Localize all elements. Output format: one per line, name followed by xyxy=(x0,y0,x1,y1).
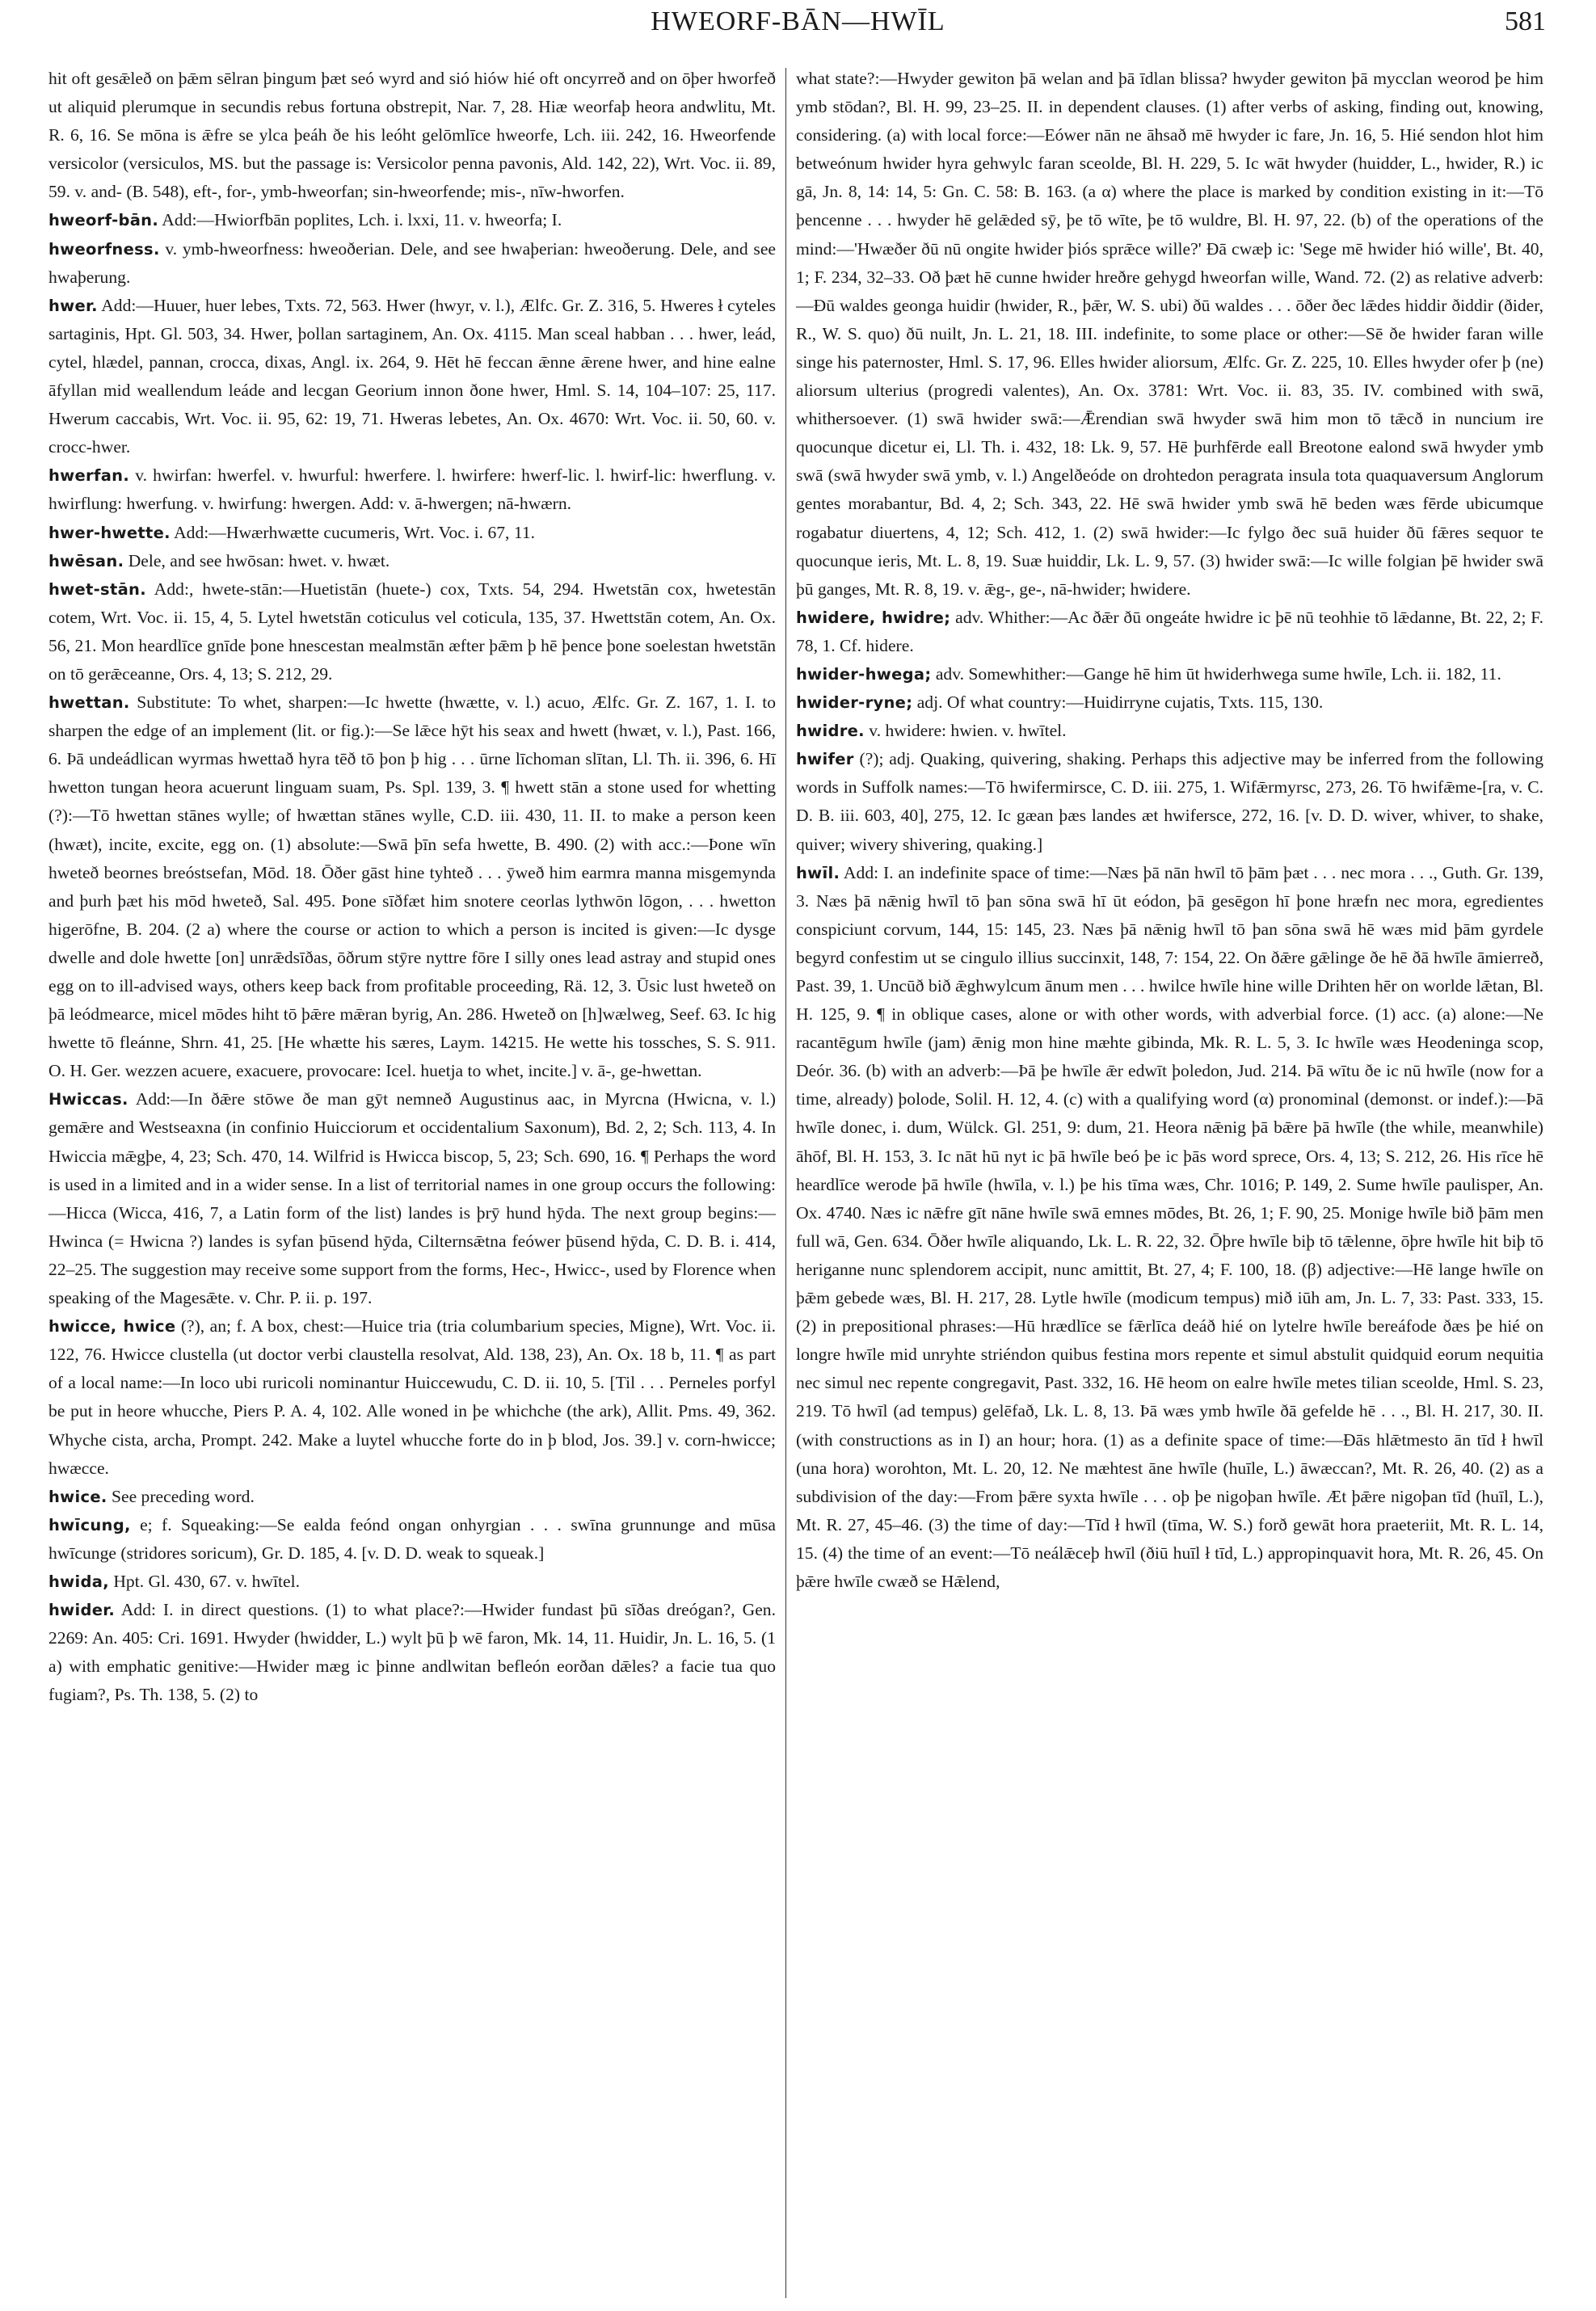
column-divider xyxy=(785,68,786,2298)
entry-headword: hwider-hwega; xyxy=(796,664,932,684)
right-column xyxy=(796,65,1543,1596)
dictionary-entry xyxy=(796,859,1543,1596)
entry-text: Dele, and see hwōsan: hwet. v. hwæt. xyxy=(128,550,390,570)
dictionary-entry xyxy=(48,1511,776,1568)
dictionary-entry xyxy=(796,717,1543,745)
dictionary-entry xyxy=(796,660,1543,688)
entry-text: v. hwidere: hwien. v. hwītel. xyxy=(869,721,1067,741)
left-column xyxy=(48,65,776,1709)
entry-text: Add:—In ðǣre stōwe ðe man gȳt nemneð Augustinus aac, in Myrcna (Hwicna, v. l.) gemǣre and Westseaxna (in confinio Huicciorum et occidentalium Saxonum), Bd. 2, 2; Sch. 113, 4. In Hwiccia mǣgþe, 4, 23; Sch. 470, 14. Wilfrid is Hwicca biscop, 5, 23; Sch. 690, 16. ¶ Perhaps the word is used in a limited and in a wider sense. In a list of territorial names in one group occurs the following:—Hicca (Wicca, 416, 7, a Latin form of the list) landes is þrȳ hund hȳda. The next group begins:—Hwinca (= Hwicna ?) landes is syfan þūsend hȳda, Cilternsǣtna feówer þūsend hȳda, C. D. B. i. 414, 22–25. The suggestion may receive some support from the forms, Hec-, Hwicc-, used by Florence when speaking of the Magesǣte. v. Chr. P. ii. p. 197. xyxy=(48,1089,776,1308)
entry-text: v. hwirfan: hwerfel. v. hwurful: hwerfere. l. hwirfere: hwerf-lic. l. hwirf-lic: hwerflung. v. hwirflung: hwerfung. v. hwirfung: hwergen. Add: v. ā-hwergen; nā-hwærn. xyxy=(48,465,776,514)
entry-text: Add:, hwete-stān:—Huetistān (huete-) cox, Txts. 54, 294. Hwetstān cox, hwetestān cotem, Wrt. Voc. ii. 15, 4, 5. Lytel hwetstān coticulus vel coticula, 135, 37. Hwettstān cotem, An. Ox. 56, 21. Mon heardlīce gnīde þone hnescestan mealmstān æfter þǣm þ hē þence þone soelestan hwetstān on tō gerǣceanne, Ors. 4, 13; S. 212, 29. xyxy=(48,579,777,684)
dictionary-entry xyxy=(48,519,776,547)
entry-text: (?), an; f. A box, chest:—Huice tria (tria columbarium species, Migne), Wrt. Voc. ii. 122, 76. Hwicce clustella (ut doctor verbi claustella resolvat, Ald. 138, 23), An. Ox. 18 b, 11. ¶ as part of a local name:—In loco ubi ruricoli nominantur Huiccewudu, C. D. ii. 10, 5. [Til . . . Perneles porfyl be put in heore whucche, Piers P. A. 4, 102. Alle woned in þe whichche (the ark), Allit. Pms. 49, 362. Whyche cista, archa, Prompt. 242. Make a luytel whucche forte do in þ blod, Jos. 39.] v. corn-hwicce; hwæcce. xyxy=(48,1316,776,1478)
entry-headword: hwerfan. xyxy=(48,466,130,486)
dictionary-entry xyxy=(48,1085,776,1312)
entry-text: Add:—Huuer, huer lebes, Txts. 72, 563. Hwer (hwyr, v. l.), Ælfc. Gr. Z. 316, 5. Hweres ł cyteles sartaginis, Hpt. Gl. 503, 34. Hwer, þollan sartaginem, An. Ox. 4115. Man sceal habban . . . hwer, leád, cytel, hlædel, pannan, crocca, dixas, Angl. ix. 264, 9. Hēt hē feccan ǣnne ǣrene hwer, and hine ealne āfyllan mid weallendum leáde and lecgan Georium innon ðone hwer, Hml. S. 14, 104–107: 25, 117. Hwerum caccabis, Wrt. Voc. ii. 95, 62: 19, 71. Hweras lebetes, An. Ox. 4670: Wrt. Voc. ii. 50, 60. v. crocc-hwer. xyxy=(48,295,776,457)
entry-text: Add:—Hwærhwætte cucumeris, Wrt. Voc. i. 67, 11. xyxy=(174,522,536,542)
running-head: HWEORF-BĀN—HWĪL xyxy=(651,6,945,36)
entry-headword: hwīcung, xyxy=(48,1515,131,1534)
page-header xyxy=(0,6,1596,47)
entry-text: v. ymb-hweorfness: hweoðerian. Dele, and see hwaþerian: hweoðerung. Dele, and see hwaþerung. xyxy=(48,238,776,287)
entry-headword: hwifer xyxy=(796,750,854,769)
entry-headword: hweorfness. xyxy=(48,239,160,259)
dictionary-entry xyxy=(48,206,776,234)
entry-headword: hwer. xyxy=(48,296,98,315)
dictionary-entry xyxy=(796,65,1543,604)
entry-headword: Hwiccas. xyxy=(48,1090,128,1109)
page-number: 581 xyxy=(1505,6,1546,36)
dictionary-entry xyxy=(796,745,1543,858)
entry-text: Add: I. in direct questions. (1) to what place?:—Hwider fundast þū sīðas dreógan?, Gen. 2269: An. 405: Cri. 1691. Hwyder (hwidder, L.) wylt þū þ wē faron, Mk. 14, 11. Huidir, Jn. L. 16, 5. (1 a) with emphatic genitive:—Hwider mæg ic þinne andlwitan befleón eorðan dǣles? a facie tua quo fugiam?, Ps. Th. 138, 5. (2) to xyxy=(48,1600,776,1705)
entry-headword: hwīl. xyxy=(796,863,840,882)
entry-text: Add:—Hwiorfbān poplites, Lch. i. lxxi, 11. v. hweorfa; I. xyxy=(162,210,562,230)
dictionary-entry xyxy=(48,235,776,292)
entry-headword: hwēsan. xyxy=(48,551,124,570)
entry-headword: hwidere, hwidre; xyxy=(796,608,951,627)
entry-headword: hwider. xyxy=(48,1601,116,1620)
entry-headword: hwida, xyxy=(48,1572,109,1591)
dictionary-entry xyxy=(48,1568,776,1596)
dictionary-entry xyxy=(796,604,1543,660)
entry-headword: hweorf-bān. xyxy=(48,211,159,230)
entry-text: (?); adj. Quaking, quivering, shaking. Perhaps this adjective may be inferred from the following words in Suffolk names:—Tō hwifermirsce, C. D. iii. 275, 1. Wifǣrmyrsc, 273, 26. Tō hwifǣme-[ra, v. C. D. B. iii. 603, 40], 275, 12. Ic gæan þæs landes æt hwifersce, 272, 16. [v. D. D. wiver, whiver, to shake, quiver; wivery shivering, quaking.] xyxy=(796,749,1543,854)
entry-text: adj. Of what country:—Huidirryne cujatis, Txts. 115, 130. xyxy=(916,692,1324,713)
entry-text: Add: I. an indefinite space of time:—Næs þā nān hwīl tō þām þæt . . . nec mora . . ., Guth. Gr. 139, 3. Næs þā nǣnig hwīl tō þan sōna swā hī ūt eódon, þā gesēgon hī þone hræfn nec mora, egredientes conspiciunt corvum, 144, 15: 145, 23. Næs þā nǣnig hwīl tō þan sōna swā hē wæs mid þām gyrdele begyrd confestim ut se cingulo illius succinxit, 148, 7: 154, 22. On ðǣre gǣlinge ðe hē ðā hwīle āmierreð, Past. 39, 1. Uncūð bið ǣghwylcum ānum men . . . hwilce hwīle hine wille Drihten hēr on worlde lǣtan, Bl. H. 125, 9. ¶ in oblique cases, alone or with other words, with adverbial force. (1) acc. (a) alone:—Ne racantēgum hwīle (jam) ǣnig mon hine mæhte gibinda, Mk. R. L. 5, 3. Ic hwīle wæs Heodeninga scop, Deór. 36. (b) with an adverb:—Þā þe hwīle ǣr edwīt þoledon, Jud. 214. Þā wītu ðe ic nū hwīle (now for a time, already) þolode, Solil. H. 12, 4. (c) with a qualifying word (α) pronominal (demonst. or indef.):—Þā hwīle donec, i. dum, Wülck. Gl. 251, 9: dum, 21. Heora nǣnig þā bǣre þā hwīle (the while, meanwhile) āhōf, Bl. H. 153, 3. Ic nāt hū nyt ic þā hwīle beó þe ic þās word sprece, Ors. 4, 13; S. 212, 26. His rīce hē heardlīce werode þā hwīle (hwīla, v. l.) þe his tīma wæs, Chr. 1016; P. 149, 2. Sume hwīle paulisper, An. Ox. 4740. Næs ic nǣfre gīt nāne hwīle swā emnes mōdes, Bt. 26, 1; F. 90, 25. Monige hwīle bið þām men full wā, Gen. 634. Ōðer hwīle aliquando, Lk. L. R. 22, 32. Ōþre hwīle biþ tō tǣlenne, ōþre hwīle hit biþ tō heriganne nunc splendorem accipit, nunc amittit, Bt. 27, 4; F. 100, 18. (β) adjective:—Hē lange hwīle on þǣm gebede wæs, Bl. H. 217, 28. Lytle hwīle (modicum tempus) mið iūh am, Jn. L. 7, 33: Past. 333, 15. (2) in prepositional phrases:—Hū hrædlīce se fǣrlīca deáð hié on lytelre hwīle bereáfode ðæs þe hié on longre hwīle mid unryhte striéndon quibus festina mors repente et simul abstulit quidquid eorum nequitia nec simul nec repente congregavit, Past. 332, 16. Hē heom on ealre hwīle metes tilian sceolde, Hml. S. 23, 219. Tō hwīl (ad tempus) gelēfað, Lk. L. 8, 13. Þā wæs ymb hwīle ðā gefelde hē . . ., Bl. H. 217, 30. II. (with constructions as in I) an hour; hora. (1) as a definite space of time:—Ðās hlǣtmesto ān tīd ł hwīl (una hora) worohton, Mt. L. 20, 12. Ne mæhtest āne hwīle (huīle, L.) āwæccan?, Mt. R. 26, 40. (2) as a subdivision of the day:—From þǣre syxta hwīle . . . oþ þe nigoþan hwīle. Æt þǣre nigoþan tīd (huīl, L.), Mt. R. 27, 45–46. (3) the time of day:—Tīd ł hwīl (tīma, W. S.) forð gewāt hora praeteriit, Mt. R. L. 14, 15. (4) the time of an event:—Tō neálǣceþ hwīl (ðiū huīl ł tīd, L.) appropinquavit hora, Mt. R. 26, 45. On þǣre hwīle cwæð se Hǣlend, xyxy=(796,862,1543,1591)
entry-text: See preceding word. xyxy=(111,1486,255,1506)
entry-headword: hwet-stān. xyxy=(48,579,146,599)
dictionary-entry xyxy=(48,575,776,688)
dictionary-entry xyxy=(48,1483,776,1511)
dictionary-entry xyxy=(48,1596,776,1709)
entry-headword: hwidre. xyxy=(796,722,865,741)
dictionary-entry xyxy=(48,688,776,1085)
dictionary-entry xyxy=(48,65,776,206)
entry-headword: hwider-ryne; xyxy=(796,693,913,713)
entry-text: adv. Whither:—Ac ðǣr ðū ongeáte hwidre ic þē nū teohhie tō lǣdanne, Bt. 22, 2; F. 78, 1. Cf. hidere. xyxy=(796,607,1543,655)
entry-headword: hwettan. xyxy=(48,693,130,713)
dictionary-entry xyxy=(48,292,776,462)
entry-text: hit oft gesǣleð on þǣm sēlran þingum þæt seó wyrd and sió hiów hié oft oncyrreð and on ōþer hworfeð ut aliquid plerumque in secundis rebus fortuna obstrepit, Nar. 7, 28. Hiæ weorfaþ heora andwlitu, Mt. R. 6, 16. Se mōna is ǣfre se ylca þeáh ðe his leóht gelōmlīce hweorfe, Lch. iii. 242, 16. Hweorfende versicolor (versiculos, MS. but the passage is: Versicolor penna pavonis, Ald. 142, 22), Wrt. Voc. ii. 89, 59. v. and- (B. 548), eft-, for-, ymb-hweorfan; sin-hweorfende; mis-, nīw-hworfen. xyxy=(48,69,776,202)
entry-text: e; f. Squeaking:—Se ealda feónd ongan onhyrgian . . . swīna grunnunge and mūsa hwīcunge (stridores soricum), Gr. D. 185, 4. [v. D. D. weak to squeak.] xyxy=(48,1514,776,1563)
dictionary-entry xyxy=(48,461,776,518)
entry-text: what state?:—Hwyder gewiton þā welan and þā īdlan blissa? hwyder gewiton þā mycclan weorod þe him ymb stōdan?, Bl. H. 99, 23–25. II. in dependent clauses. (1) after verbs of asking, finding out, knowing, considering. (a) with local force:—Eówer nān ne āhsað mē hwyder ic fare, Jn. 16, 5. Hié sendon hlot him betweónum hwider hyra gehwylc faran sceolde, Bl. H. 229, 5. Ic wāt hwyder (huidder, L., hwider, R.) ic gā, Jn. 8, 14: 14, 5: Gn. C. 58: B. 163. (a α) where the place is marked by condition existing in it:—Tō þencenne . . . hwyder hē gelǣded sȳ, þe tō wīte, þe tō wuldre, Bl. H. 97, 22. (b) of the operations of the mind:—'Hwæðer ðū nū ongite hwider þiós sprǣce wille?' Ðā cwæþ ic: 'Sege mē hwider hió wille', Bt. 40, 1; F. 234, 32–33. Oð þæt hē cunne hwider hreðre gehygd hweorfan wille, Wand. 72. (2) as relative adverb:—Ðū waldes geonga huidir (hwider, R., þǣr, W. S. ubi) ðū waldes . . . ōðer ðec lǣdes hiddir ðiddir (ðider, R., W. S. quo) ðū nuilt, Jn. L. 21, 18. III. indefinite, to some place or other:—Sē ðe hwider faran wille singe his paternoster, Hml. S. 17, 96. Elles hwider aliorsum, Ælfc. Gr. Z. 225, 10. Elles hwyder ofer þ (ne) aliorsum ulterius (progredi valentes), An. Ox. 3781: Wrt. Voc. ii. 83, 35. IV. combined with swā, whithersoever. (1) swā hwider swā:—Ǣrendian swā hwyder swā him mon tō tǣcð in nuncium ire quocunque dicetur ei, Ll. Th. i. 432, 18: Lk. 9, 57. Hē þurhfērde eall Breotone ealond swā hwyder ymb swā (swā hwyder swā ymb, v. l.) Angelðeóde on drohtedon peragrata insula tota quaquaversum Anglorum gentes morabantur, Bd. 4, 2; Sch. 343, 22. Hē swā hwider ymb swā hē beden wæs fērde ubicumque rogabatur diuertens, 4, 12; Sch. 412, 1. (2) swā hwider:—Ic fylgo ðec suā huider ðū fǣres sequor te quocunque ieris, Mt. L. 8, 19. Suæ huiddir, Lk. L. 9, 57. (3) hwider swā:—Ic wille folgian þē hwider swā þū ganges, Mt. R. 8, 19. v. ǣg-, ge-, nā-hwider; hwidere. xyxy=(796,69,1543,599)
dictionary-entry xyxy=(48,1312,776,1483)
dictionary-entry xyxy=(48,547,776,575)
entry-text: adv. Somewhither:—Gange hē him ūt hwiderhwega sume hwīle, Lch. ii. 182, 11. xyxy=(935,663,1501,684)
entry-text: Hpt. Gl. 430, 67. v. hwītel. xyxy=(113,1571,301,1591)
entry-text: Substitute: To whet, sharpen:—Ic hwette (hwætte, v. l.) acuo, Ælfc. Gr. Z. 167, 1. I. to sharpen the edge of an implement (lit. or fig.):—Se lǣce hȳt his seax and hwett (hwæt, v. l.), Past. 166, 6. Þā undeádlican wyrmas hwettað hyra tēð tō þon þ hig . . . ūrne līchoman slītan, Ll. Th. ii. 396, 6. Hī hwetton tungan heora acuerunt linguam suam, Ps. Spl. 139, 3. ¶ hwett stān a stone used for whetting (?):—Tō hwettan stānes wylle; of hwættan stānes wylle, C.D. iii. 430, 11. II. to make a person keen (hwæt), incite, excite, egg on. (1) absolute:—Swā þīn sefa hwette, B. 490. (2) with acc.:—Þone wīn hweteð beornes breóstsefan, Mōd. 18. Ōðer gāst hine tyhteð . . . ȳweð him earmra manna misgemynda and þurh þæt his mōd hweteð, Sal. 495. Þone sīðfæt him snotere ceorlas lythwōn lōgon, . . . hwetton higerōfne, B. 204. (2 a) where the course or action to which a person is incited is given:—Ic dysge dwelle and dole hwette [on] unrǣdsīðas, ōðrum stȳre nyttre fōre I silly ones lead astray and stupid ones egg on to ill-advised ways, others keep back from profitable proceeding, Rä. 12, 3. Ūsic lust hweteð on þā leódmearce, micel mōdes hiht tō þǣre mǣran byrig, An. 286. Hweteð on [h]wælweg, Seef. 63. Ic hig hwette tō fleánne, Shrn. 41, 25. [He whætte his særes, Laym. 14215. He wette his tossches, S. S. 911. O. H. Ger. wezzen acuere, exacuere, provocare: Icel. huetja to whet, incite.] v. ā-, ge-hwettan. xyxy=(48,692,776,1081)
entry-headword: hwer-hwette. xyxy=(48,523,171,542)
entry-headword: hwicce, hwice xyxy=(48,1317,176,1337)
entry-headword: hwice. xyxy=(48,1487,107,1506)
dictionary-entry xyxy=(796,688,1543,717)
